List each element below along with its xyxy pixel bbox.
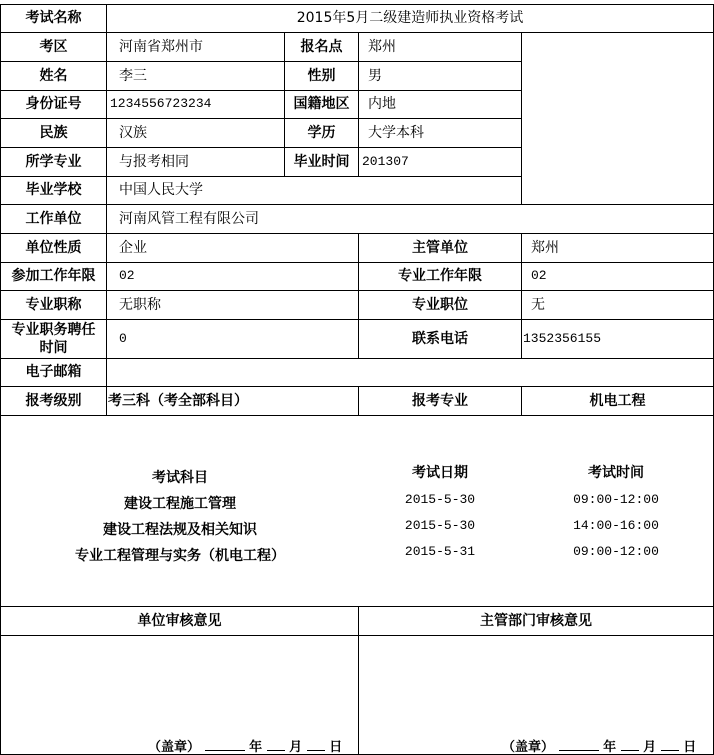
dept-seal-line: [502, 736, 696, 755]
authority-value: 郑州: [531, 240, 559, 256]
blank-underline: [267, 737, 285, 751]
schedule-subject: 建设工程法规及相关知识: [103, 522, 257, 538]
exam-name-label: 考试名称: [25, 10, 82, 26]
unit-seal-line: [148, 736, 342, 755]
id-number-value: 1234556723234: [110, 96, 212, 111]
rule: [0, 635, 714, 636]
schedule-date-header: 考试日期: [412, 465, 468, 481]
rule: [0, 90, 521, 91]
reg-point-value: 郑州: [368, 39, 396, 55]
blank-underline: [661, 737, 679, 751]
rule: [0, 386, 714, 387]
employer-value: 河南风管工程有限公司: [119, 211, 259, 227]
schedule-time: 09:00-12:00: [573, 544, 659, 559]
year-text: 年: [603, 740, 617, 755]
appoint-time-label-line2: 时间: [39, 340, 68, 356]
grad-time-value: 201307: [362, 154, 409, 169]
education-label: 学历: [307, 125, 336, 141]
reg-point-label: 报名点: [300, 39, 343, 55]
rule: [0, 176, 521, 177]
region-value: 内地: [368, 96, 396, 112]
blank-underline: [621, 737, 639, 751]
blank-underline: [559, 737, 599, 751]
schedule-date: 2015-5-30: [404, 518, 476, 533]
rule: [106, 4, 107, 415]
education-value: 大学本科: [368, 125, 424, 141]
employer-label: 工作单位: [25, 211, 82, 227]
day-text: 日: [683, 740, 697, 755]
unit-review-title: 单位审核意见: [137, 613, 222, 629]
appoint-time-label-line1: 专业职务聘任: [11, 322, 96, 338]
phone-label: 联系电话: [412, 331, 468, 347]
title-value: 无职称: [119, 297, 161, 313]
rule: [358, 32, 359, 176]
blank-underline: [307, 737, 325, 751]
seal-text: （盖章）: [148, 740, 201, 755]
title-label: 专业职称: [25, 297, 82, 313]
region-label: 国籍地区: [293, 96, 350, 112]
schedule-time: 14:00-16:00: [573, 518, 659, 533]
rule: [0, 233, 714, 234]
month-text: 月: [643, 740, 657, 755]
rule: [521, 32, 522, 204]
major-value: 与报考相同: [119, 154, 189, 170]
position-label: 专业职位: [412, 297, 468, 313]
email-label: 电子邮箱: [25, 364, 82, 380]
grad-time-label: 毕业时间: [293, 154, 350, 170]
specialty-value: 机电工程: [589, 393, 646, 409]
rule: [0, 606, 714, 607]
schedule-subject: 专业工程管理与实务（机电工程）: [75, 548, 285, 564]
seal-text: （盖章）: [502, 740, 555, 755]
name-value: 李三: [119, 68, 147, 84]
gender-value: 男: [368, 68, 382, 84]
rule: [0, 290, 714, 291]
gender-label: 性别: [307, 68, 336, 84]
rule: [0, 319, 714, 320]
years-total-label: 参加工作年限: [11, 268, 96, 284]
specialty-label: 报考专业: [412, 393, 468, 409]
authority-label: 主管单位: [412, 240, 468, 256]
schedule-subject-header: 考试科目: [152, 470, 208, 486]
schedule-time: 09:00-12:00: [573, 492, 659, 507]
level-label: 报考级别: [25, 393, 82, 409]
name-label: 姓名: [39, 68, 68, 84]
dept-review-title: 主管部门审核意见: [480, 613, 592, 629]
exam-area-label: 考区: [39, 39, 68, 55]
rule: [0, 118, 521, 119]
rule: [0, 147, 521, 148]
day-text: 日: [329, 740, 343, 755]
rule: [0, 4, 714, 5]
ethnicity-value: 汉族: [119, 125, 147, 141]
rule: [0, 358, 714, 359]
schedule-subject: 建设工程施工管理: [124, 496, 236, 512]
unit-type-label: 单位性质: [25, 240, 82, 256]
position-value: 无: [531, 297, 545, 313]
rule: [0, 262, 714, 263]
rule: [0, 61, 521, 62]
rule: [0, 32, 714, 33]
schedule-date: 2015-5-31: [404, 544, 476, 559]
schedule-date: 2015-5-30: [404, 492, 476, 507]
phone-value: 1352356155: [523, 331, 602, 346]
appoint-time-value: 0: [119, 331, 127, 346]
exam-name-value: 2015年5月二级建造师执业资格考试: [296, 10, 524, 26]
unit-type-value: 企业: [119, 240, 147, 256]
major-label: 所学专业: [25, 154, 82, 170]
month-text: 月: [289, 740, 303, 755]
years-major-label: 专业工作年限: [398, 268, 482, 284]
years-total-value: 02: [119, 268, 135, 283]
schedule-time-header: 考试时间: [588, 465, 644, 481]
rule: [0, 415, 714, 416]
rule: [0, 204, 714, 205]
years-major-value: 02: [531, 268, 547, 283]
year-text: 年: [249, 740, 263, 755]
blank-underline: [205, 737, 245, 751]
school-label: 毕业学校: [25, 182, 82, 198]
rule: [521, 233, 522, 358]
level-value: 考三科（考全部科目）: [108, 393, 248, 409]
id-number-label: 身份证号: [25, 96, 82, 112]
ethnicity-label: 民族: [39, 125, 68, 141]
exam-area-value: 河南省郑州市: [119, 39, 203, 55]
school-value: 中国人民大学: [119, 182, 203, 198]
